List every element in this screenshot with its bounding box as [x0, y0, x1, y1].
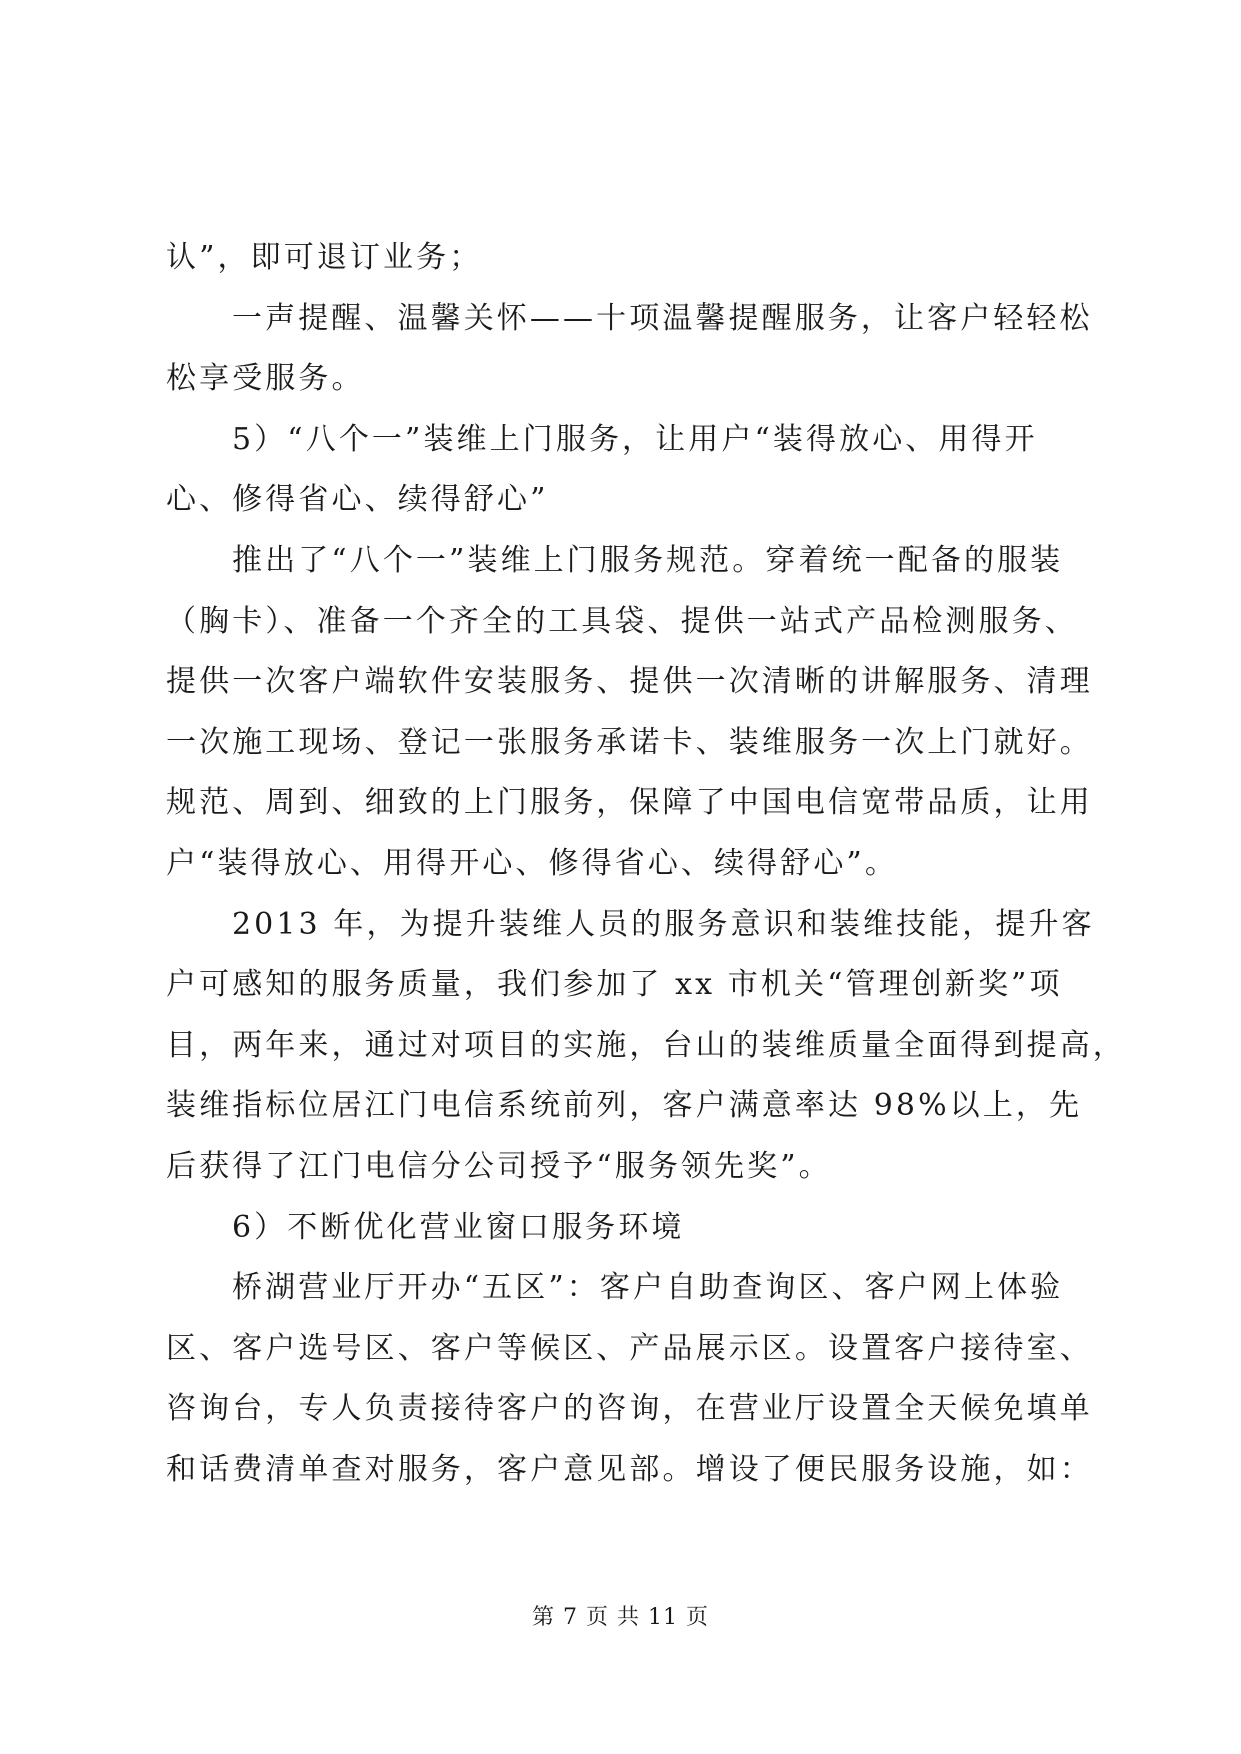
text-line: 6）不断优化营业窗口服务环境 — [232, 1209, 685, 1245]
text-line: 一次施工现场、登记一张服务承诺卡、装维服务一次上门就好。 — [166, 724, 1093, 760]
text-line: 认”，即可退订业务； — [166, 240, 483, 275]
text-line: 桥湖营业厅开办“五区”：客户自助查询区、客户网上体验 — [232, 1270, 1064, 1306]
text-line: 一声提醒、温馨关怀——十项温馨提醒服务，让客户轻轻松 — [232, 300, 1093, 336]
text-line: 户可感知的服务质量，我们参加了 xx 市机关“管理创新奖”项 — [166, 967, 1063, 1003]
body-text — [166, 228, 1126, 1500]
text-line: 户“装得放心、用得开心、修得省心、续得舒心”。 — [166, 845, 898, 881]
text-line: 咨询台，专人负责接待客户的咨询，在营业厅设置全天候免填单 — [166, 1391, 1093, 1427]
text-line: 提供一次客户端软件安装服务、提供一次清晰的讲解服务、清理 — [166, 664, 1093, 700]
text-line: 后获得了江门电信分公司授予“服务领先奖”。 — [166, 1148, 832, 1184]
text-line: 松享受服务。 — [166, 361, 365, 397]
text-line: 5）“八个一”装维上门服务，让用户“装得放心、用得开 — [232, 421, 1038, 457]
text-line: 区、客户选号区、客户等候区、产品展示区。设置客户接待室、 — [166, 1330, 1093, 1366]
text-line: 和话费清单查对服务，客户意见部。增设了便民服务设施，如： — [166, 1451, 1093, 1487]
text-line: 2013 年，为提升装维人员的服务意识和装维技能，提升客 — [232, 906, 1095, 942]
text-line: 目，两年来，通过对项目的实施，台山的装维质量全面得到提高， — [166, 1027, 1126, 1063]
text-line: 规范、周到、细致的上门服务，保障了中国电信宽带品质，让用 — [166, 785, 1093, 821]
text-line: （胸卡）、准备一个齐全的工具袋、提供一站式产品检测服务、 — [166, 603, 1078, 639]
text-line: 推出了“八个一”装维上门服务规范。穿着统一配备的服装 — [232, 542, 1064, 578]
text-line: 装维指标位居江门电信系统前列，客户满意率达 98%以上，先 — [166, 1088, 1083, 1124]
text-line: 心、修得省心、续得舒心” — [166, 482, 549, 518]
page-footer: 第 7 页 共 11 页 — [532, 1605, 709, 1630]
